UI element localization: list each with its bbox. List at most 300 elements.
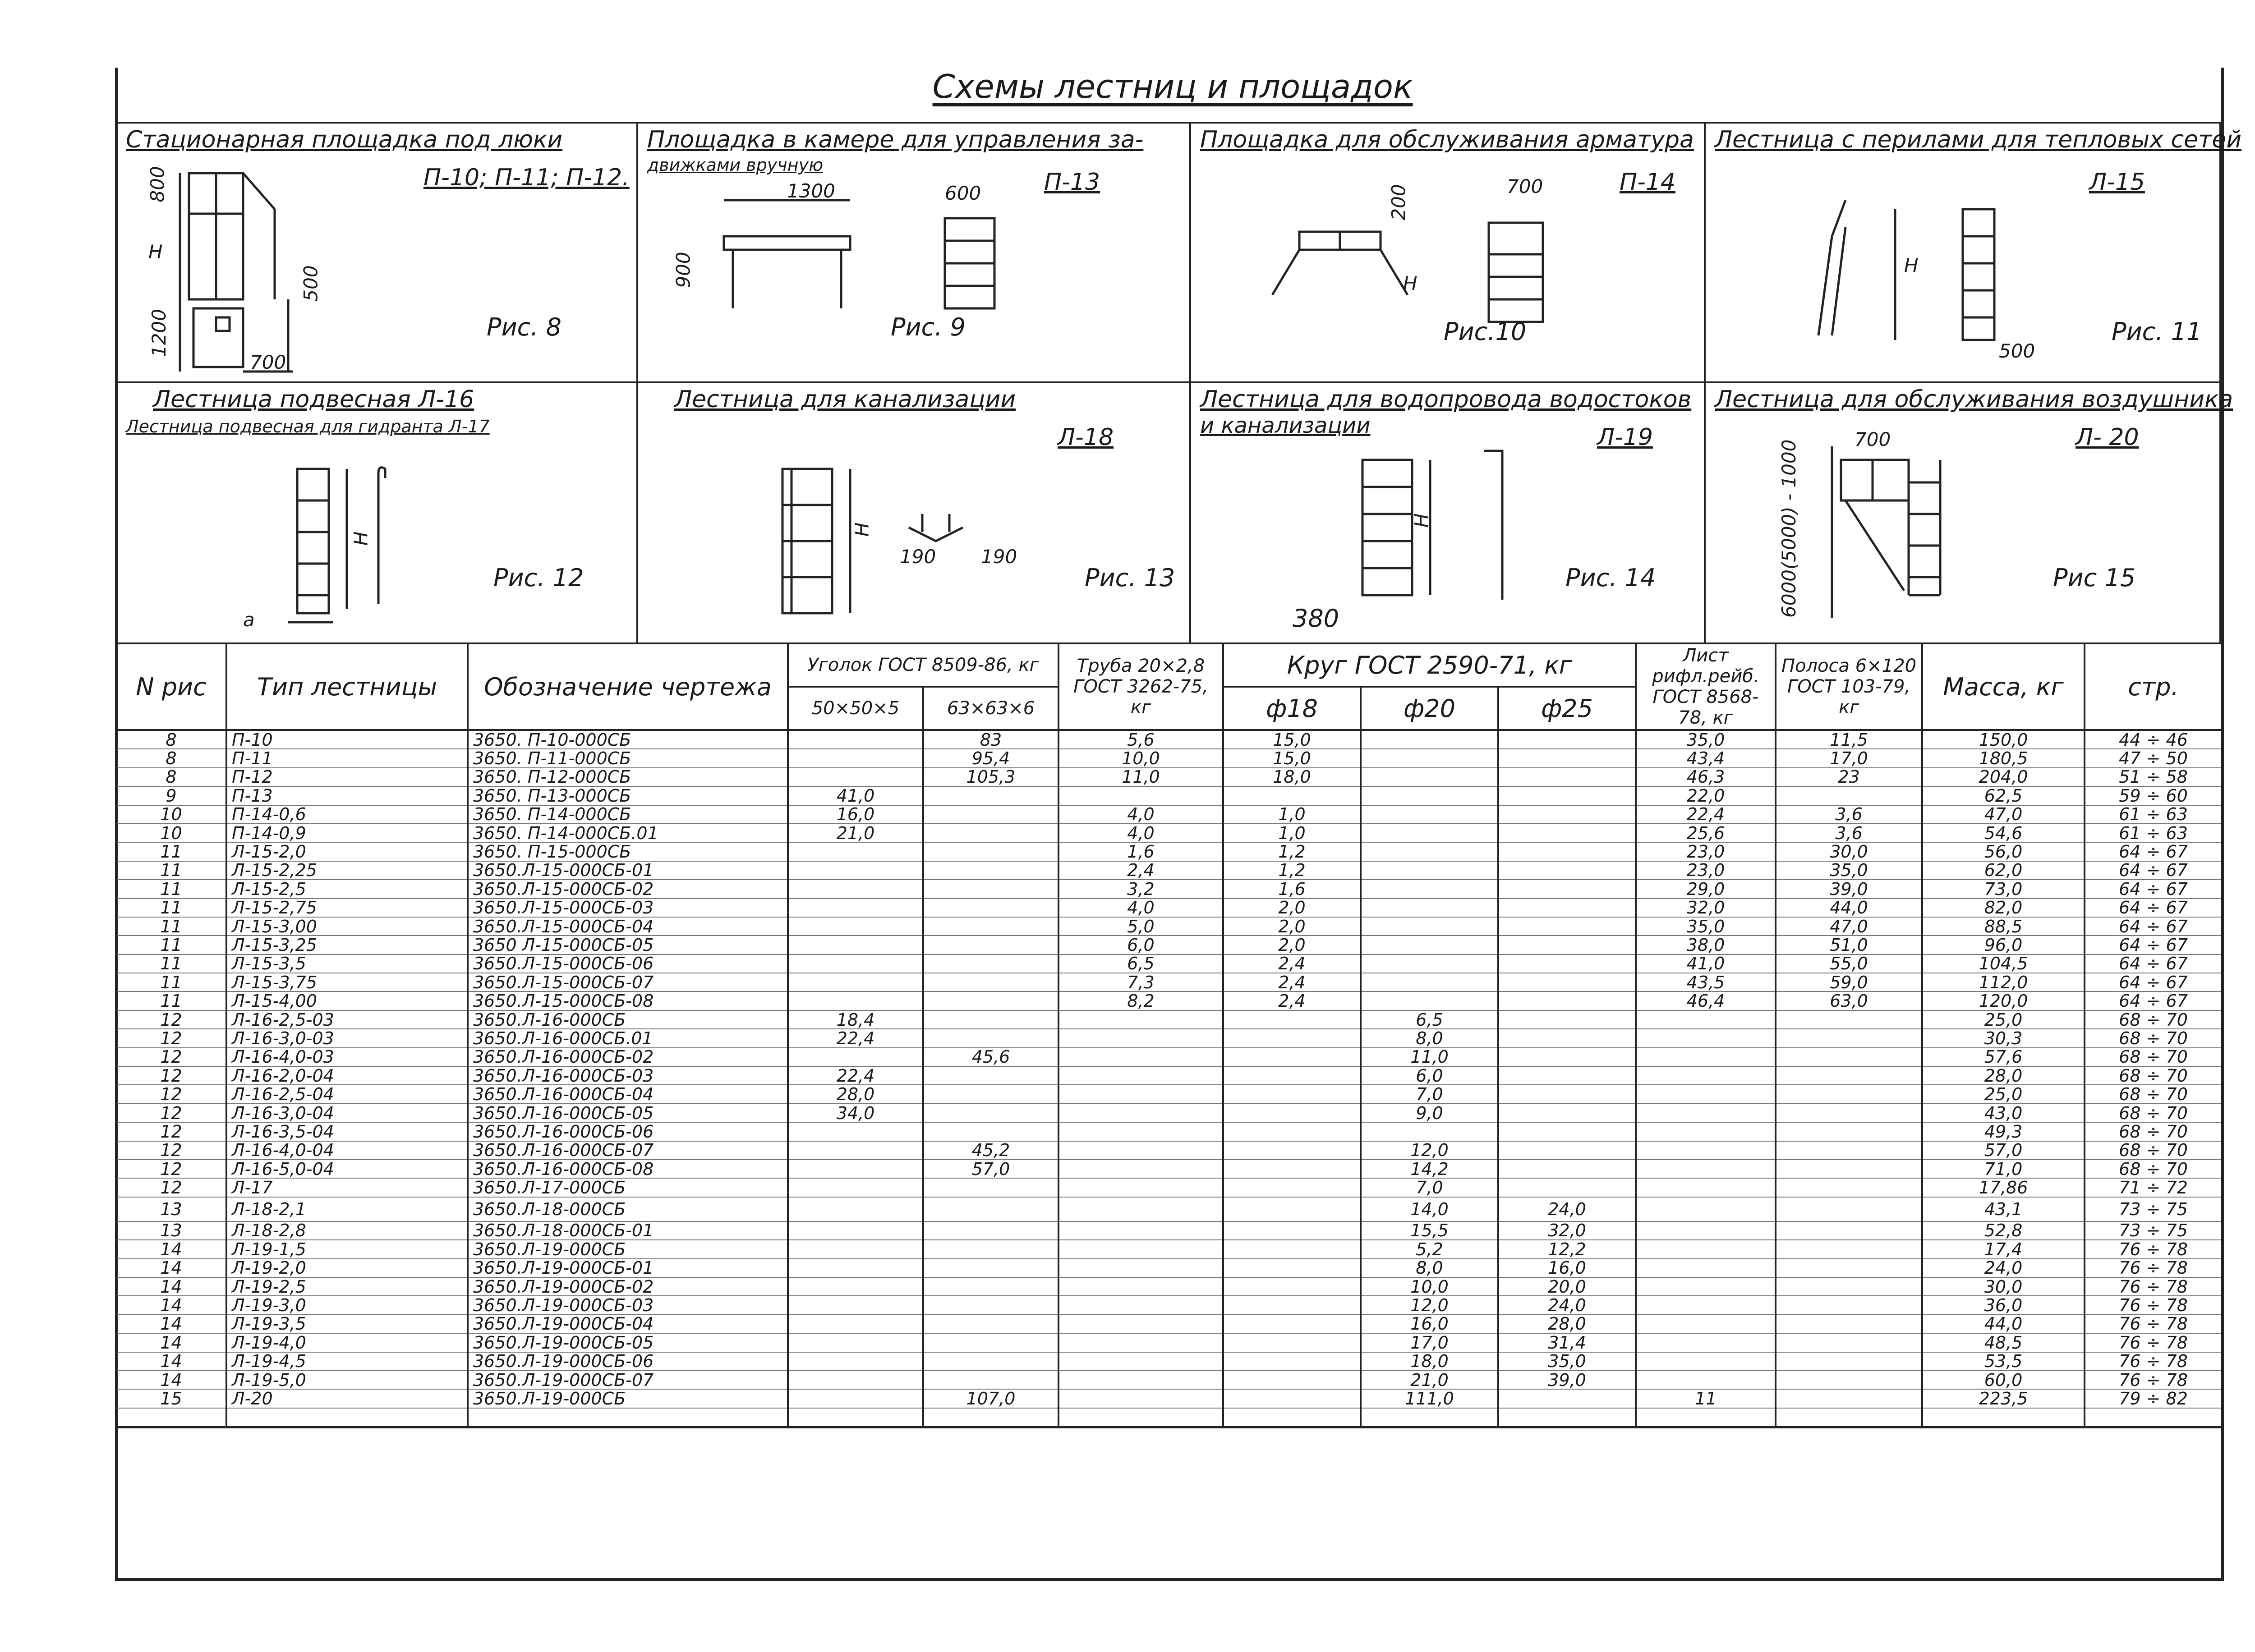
cell-pipe: [1058, 1010, 1223, 1029]
cell-pipe: 6,0: [1058, 936, 1223, 954]
cell-strip: [1776, 1010, 1922, 1029]
cell-pipe: [1058, 1259, 1223, 1277]
cell-drawing: 3650.Л-18-000СБ-01: [468, 1221, 788, 1240]
cell-d20: 18,0: [1361, 1352, 1498, 1371]
cell-angle-50: [788, 730, 923, 749]
cell-sheet: 23,0: [1636, 842, 1776, 861]
cell-pipe: [1058, 1333, 1223, 1352]
cell-type: Л-16-4,0-04: [226, 1141, 468, 1160]
cell-type: Л-16-5,0-04: [226, 1160, 468, 1178]
cell-num: 14: [116, 1240, 226, 1258]
cell-type: П-13: [226, 786, 468, 805]
table-row: [116, 1240, 2222, 1258]
cell-pipe: 5,6: [1058, 730, 1223, 749]
cell-angle-50: 41,0: [788, 786, 923, 805]
cell-type: Л-16-3,0-04: [226, 1104, 468, 1122]
cell-page: 68 ÷ 70: [2085, 1104, 2222, 1122]
cell-angle-63: [923, 1240, 1058, 1258]
cell-angle-63: [923, 786, 1058, 805]
cell-mass: 60,0: [1922, 1371, 2085, 1389]
cell-pipe: [1058, 1352, 1223, 1371]
header-sheet: Лист рифл.рейб. ГОСТ 8568-78, кг: [1636, 643, 1776, 730]
cell-d18: [1223, 1122, 1361, 1141]
cell-mass: 52,8: [1922, 1221, 2085, 1240]
cell-page: 64 ÷ 67: [2085, 899, 2222, 917]
table-row: [116, 842, 2222, 861]
cell-sheet: [1636, 1029, 1776, 1047]
cell-angle-63: 95,4: [923, 749, 1058, 767]
cell-angle-50: [788, 768, 923, 786]
cell-drawing: 3650.Л-15-000СБ-01: [468, 861, 788, 880]
cell-d25: 31,4: [1498, 1333, 1636, 1352]
cell-sheet: [1636, 1178, 1776, 1197]
cell-sheet: 29,0: [1636, 880, 1776, 898]
cell-drawing: 3650.Л-16-000СБ-06: [468, 1122, 788, 1141]
cell-d25: 28,0: [1498, 1315, 1636, 1333]
cell-angle-50: [788, 899, 923, 917]
cell-sheet: 22,0: [1636, 786, 1776, 805]
cell-d20: [1361, 1408, 1498, 1427]
cell-sheet: [1636, 1010, 1776, 1029]
cell-page: 64 ÷ 67: [2085, 917, 2222, 936]
cell-sheet: 43,4: [1636, 749, 1776, 767]
dim-label: H: [851, 522, 873, 537]
scheme-title: Стационарная площадка под люки: [126, 126, 563, 153]
cell-page: 76 ÷ 78: [2085, 1259, 2222, 1277]
header-num: N рис: [116, 643, 226, 730]
cell-type: Л-15-3,00: [226, 917, 468, 936]
cell-d20: 6,0: [1361, 1066, 1498, 1085]
cell-type: Л-16-2,5-03: [226, 1010, 468, 1029]
cell-d20: 9,0: [1361, 1104, 1498, 1122]
cell-d20: [1361, 730, 1498, 749]
cell-strip: [1776, 786, 1922, 805]
cell-d25: [1498, 1122, 1636, 1141]
cell-page: 59 ÷ 60: [2085, 786, 2222, 805]
cell-pipe: [1058, 1221, 1223, 1240]
header-angle-63: 63×63×6: [923, 687, 1058, 730]
cell-d20: [1361, 991, 1498, 1010]
figure-label: Рис. 12: [493, 564, 584, 592]
cell-mass: 57,6: [1922, 1048, 2085, 1066]
header-page: стр.: [2085, 643, 2222, 730]
cell-angle-50: [788, 1197, 923, 1221]
table-row: [116, 1010, 2222, 1029]
cell-angle-63: [923, 1277, 1058, 1296]
cell-mass: 17,4: [1922, 1240, 2085, 1258]
cell-page: 76 ÷ 78: [2085, 1352, 2222, 1371]
cell-pipe: [1058, 1085, 1223, 1103]
cell-d20: [1361, 899, 1498, 917]
scheme-subtitle: и канализации: [1200, 413, 1371, 438]
figure-label: Рис. 11: [2112, 317, 2202, 346]
cell-sheet: [1636, 1104, 1776, 1122]
platform-drawing: [1272, 191, 1588, 335]
cell-num: 11: [116, 954, 226, 973]
cell-page: 64 ÷ 67: [2085, 861, 2222, 880]
cell-angle-63: [923, 1085, 1058, 1103]
cell-pipe: 7,3: [1058, 973, 1223, 991]
cell-type: Л-19-5,0: [226, 1371, 468, 1389]
cell-angle-50: 21,0: [788, 824, 923, 842]
cell-num: 13: [116, 1221, 226, 1240]
cell-drawing: 3650.Л-19-000СБ-05: [468, 1333, 788, 1352]
cell-page: 71 ÷ 72: [2085, 1178, 2222, 1197]
scheme-code: Л-18: [1058, 424, 1114, 451]
cell-sheet: 32,0: [1636, 899, 1776, 917]
cell-mass: 57,0: [1922, 1141, 2085, 1160]
cell-drawing: 3650.Л-18-000СБ: [468, 1197, 788, 1221]
cell-pipe: 4,0: [1058, 805, 1223, 824]
cell-sheet: [1636, 1259, 1776, 1277]
cell-strip: 51,0: [1776, 936, 1922, 954]
cell-page: 64 ÷ 67: [2085, 991, 2222, 1010]
cell-d25: 24,0: [1498, 1296, 1636, 1314]
cell-d25: [1498, 1160, 1636, 1178]
cell-angle-50: [788, 1371, 923, 1389]
cell-pipe: 2,4: [1058, 861, 1223, 880]
cell-d25: [1498, 1178, 1636, 1197]
dim-label: 900: [672, 252, 695, 288]
cell-drawing: 3650.Л-16-000СБ: [468, 1010, 788, 1029]
cell-d25: [1498, 917, 1636, 936]
cell-mass: 28,0: [1922, 1066, 2085, 1085]
cell-type: П-11: [226, 749, 468, 767]
cell-angle-63: [923, 805, 1058, 824]
cell-num: 11: [116, 973, 226, 991]
cell-strip: [1776, 1333, 1922, 1352]
cell-d25: 12,2: [1498, 1240, 1636, 1258]
cell-sheet: [1636, 1315, 1776, 1333]
cell-angle-63: [923, 1315, 1058, 1333]
cell-drawing: 3650.Л-16-000СБ-04: [468, 1085, 788, 1103]
cell-type: Л-16-3,0-03: [226, 1029, 468, 1047]
scheme-title: Площадка для обслуживания арматура: [1200, 126, 1694, 153]
cell-mass: 43,1: [1922, 1197, 2085, 1221]
cell-d18: 2,4: [1223, 954, 1361, 973]
cell-d25: 24,0: [1498, 1197, 1636, 1221]
figure-label: Рис. 9: [891, 313, 966, 341]
cell-sheet: [1636, 1333, 1776, 1352]
scheme-subtitle: Лестница подвесная для гидранта Л-17: [126, 417, 490, 436]
cell-strip: [1776, 1160, 1922, 1178]
cell-num: 11: [116, 842, 226, 861]
cell-d25: [1498, 880, 1636, 898]
cell-pipe: [1058, 1197, 1223, 1221]
cell-page: 68 ÷ 70: [2085, 1122, 2222, 1141]
platform-drawing: [171, 164, 351, 381]
cell-page: 76 ÷ 78: [2085, 1333, 2222, 1352]
cell-type: Л-19-3,5: [226, 1315, 468, 1333]
cell-strip: 3,6: [1776, 824, 1922, 842]
cell-angle-50: [788, 973, 923, 991]
cell-sheet: 23,0: [1636, 861, 1776, 880]
cell-d25: [1498, 842, 1636, 861]
cell-sheet: [1636, 1085, 1776, 1103]
scheme-code: П-13: [1044, 169, 1100, 196]
dim-label: 800: [146, 166, 169, 202]
cell-angle-63: [923, 880, 1058, 898]
cell-page: 68 ÷ 70: [2085, 1160, 2222, 1178]
table-row: [116, 1221, 2222, 1240]
cell-d20: [1361, 880, 1498, 898]
cell-d20: [1361, 1122, 1498, 1141]
cell-mass: 180,5: [1922, 749, 2085, 767]
dim-label: H: [1403, 272, 1417, 294]
cell-type: Л-19-3,0: [226, 1296, 468, 1314]
cell-d18: [1223, 1085, 1361, 1103]
cell-type: Л-18-2,1: [226, 1197, 468, 1221]
cell-angle-50: [788, 1408, 923, 1427]
cell-pipe: 3,2: [1058, 880, 1223, 898]
cell-angle-50: [788, 861, 923, 880]
table-row: [116, 1141, 2222, 1160]
cell-d18: [1223, 1197, 1361, 1221]
cell-pipe: [1058, 1371, 1223, 1389]
cell-strip: 11,5: [1776, 730, 1922, 749]
cell-angle-50: [788, 880, 923, 898]
cell-drawing: 3650.Л-15-000СБ-04: [468, 917, 788, 936]
cell-pipe: [1058, 1408, 1223, 1427]
cell-mass: 62,0: [1922, 861, 2085, 880]
cell-d25: [1498, 768, 1636, 786]
cell-sheet: 25,6: [1636, 824, 1776, 842]
cell-strip: 3,6: [1776, 805, 1922, 824]
table-row: [116, 805, 2222, 824]
cell-strip: 63,0: [1776, 991, 1922, 1010]
cell-drawing: 3650.Л-16-000СБ-08: [468, 1160, 788, 1178]
cell-angle-63: 57,0: [923, 1160, 1058, 1178]
cell-sheet: 46,4: [1636, 991, 1776, 1010]
cell-num: 14: [116, 1296, 226, 1314]
cell-mass: 30,3: [1922, 1029, 2085, 1047]
cell-d25: 35,0: [1498, 1352, 1636, 1371]
cell-d20: 6,5: [1361, 1010, 1498, 1029]
cell-mass: 49,3: [1922, 1122, 2085, 1141]
cell-type: Л-16-4,0-03: [226, 1048, 468, 1066]
cell-mass: [1922, 1408, 2085, 1427]
cell-mass: 62,5: [1922, 786, 2085, 805]
cell-type: Л-15-2,5: [226, 880, 468, 898]
cell-type: Л-19-2,5: [226, 1277, 468, 1296]
table-row: [116, 991, 2222, 1010]
cell-strip: [1776, 1221, 1922, 1240]
cell-angle-50: [788, 954, 923, 973]
cell-angle-50: [788, 749, 923, 767]
scheme-code: Л- 20: [2076, 424, 2139, 451]
dim-label: 190: [981, 546, 1017, 568]
cell-d20: 11,0: [1361, 1048, 1498, 1066]
table-row: [116, 1197, 2222, 1221]
cell-strip: [1776, 1408, 1922, 1427]
cell-pipe: 11,0: [1058, 768, 1223, 786]
scheme-title: Лестница для канализации: [674, 386, 1016, 413]
cell-type: Л-19-1,5: [226, 1240, 468, 1258]
table-row: [116, 768, 2222, 786]
cell-sheet: [1636, 1048, 1776, 1066]
cell-page: 76 ÷ 78: [2085, 1240, 2222, 1258]
cell-type: Л-15-2,0: [226, 842, 468, 861]
cell-drawing: 3650. П-12-000СБ: [468, 768, 788, 786]
cell-strip: 59,0: [1776, 973, 1922, 991]
cell-d18: 2,4: [1223, 973, 1361, 991]
cell-type: П-14-0,6: [226, 805, 468, 824]
cell-drawing: [468, 1408, 788, 1427]
table-row: [116, 861, 2222, 880]
cell-d25: [1498, 805, 1636, 824]
cell-sheet: 35,0: [1636, 917, 1776, 936]
cell-type: Л-15-4,00: [226, 991, 468, 1010]
cell-d18: 2,0: [1223, 899, 1361, 917]
cell-drawing: 3650.Л-15-000СБ-03: [468, 899, 788, 917]
cell-d25: 20,0: [1498, 1277, 1636, 1296]
cell-strip: 47,0: [1776, 917, 1922, 936]
cell-d25: [1498, 973, 1636, 991]
cell-page: 76 ÷ 78: [2085, 1296, 2222, 1314]
cell-page: 64 ÷ 67: [2085, 842, 2222, 861]
cell-mass: 56,0: [1922, 842, 2085, 861]
cell-strip: [1776, 1371, 1922, 1389]
cell-num: 12: [116, 1048, 226, 1066]
cell-angle-63: [923, 1197, 1058, 1221]
cell-mass: 53,5: [1922, 1352, 2085, 1371]
cell-pipe: [1058, 786, 1223, 805]
dim-label: 200: [1387, 184, 1410, 220]
cell-d20: 12,0: [1361, 1141, 1498, 1160]
cell-d20: [1361, 973, 1498, 991]
figure-label: Рис 15: [2053, 564, 2136, 592]
cell-mass: 47,0: [1922, 805, 2085, 824]
table-row: [116, 1048, 2222, 1066]
cell-drawing: 3650.Л-15-000СБ-02: [468, 880, 788, 898]
cell-d18: [1223, 1408, 1361, 1427]
cell-num: 14: [116, 1259, 226, 1277]
cell-drawing: 3650. П-14-000СБ: [468, 805, 788, 824]
table-header-row: [116, 643, 2222, 687]
cell-num: 11: [116, 861, 226, 880]
cell-num: 10: [116, 824, 226, 842]
header-strip: Полоса 6×120 ГОСТ 103-79, кг: [1776, 643, 1922, 730]
cell-d25: 32,0: [1498, 1221, 1636, 1240]
cell-type: Л-15-2,75: [226, 899, 468, 917]
cell-num: 12: [116, 1066, 226, 1085]
figure-label: Рис. 14: [1565, 564, 1656, 592]
cell-d25: [1498, 936, 1636, 954]
cell-mass: 30,0: [1922, 1277, 2085, 1296]
cell-d25: 39,0: [1498, 1371, 1636, 1389]
cell-mass: 17,86: [1922, 1178, 2085, 1197]
cell-mass: 44,0: [1922, 1315, 2085, 1333]
cell-drawing: 3650.Л-15-000СБ-08: [468, 991, 788, 1010]
table-row: [116, 1333, 2222, 1352]
cell-type: Л-19-2,0: [226, 1259, 468, 1277]
cell-d25: [1498, 1389, 1636, 1408]
cell-angle-50: [788, 991, 923, 1010]
scheme-panel-4: [1704, 122, 2242, 383]
cell-sheet: 46,3: [1636, 768, 1776, 786]
cell-d25: [1498, 749, 1636, 767]
cell-drawing: 3650.Л-19-000СБ-03: [468, 1296, 788, 1314]
cell-drawing: 3650.Л-19-000СБ-01: [468, 1259, 788, 1277]
cell-d18: [1223, 1371, 1361, 1389]
cell-drawing: 3650.Л-16-000СБ-05: [468, 1104, 788, 1122]
cell-d25: [1498, 991, 1636, 1010]
cell-angle-50: [788, 842, 923, 861]
cell-page: 68 ÷ 70: [2085, 1141, 2222, 1160]
cell-num: [116, 1408, 226, 1427]
cell-d20: [1361, 786, 1498, 805]
cell-pipe: 10,0: [1058, 749, 1223, 767]
table-row: [116, 899, 2222, 917]
cell-drawing: 3650.Л-19-000СБ: [468, 1240, 788, 1258]
cell-sheet: [1636, 1221, 1776, 1240]
table-row: [116, 1408, 2222, 1427]
table-row: [116, 824, 2222, 842]
cell-sheet: [1636, 1277, 1776, 1296]
scheme-panel-2: [636, 122, 1191, 383]
cell-angle-63: [923, 1010, 1058, 1029]
cell-page: 44 ÷ 46: [2085, 730, 2222, 749]
cell-d18: 18,0: [1223, 768, 1361, 786]
header-d18: ф18: [1223, 687, 1361, 730]
cell-num: 14: [116, 1315, 226, 1333]
cell-pipe: 1,6: [1058, 842, 1223, 861]
cell-d20: 7,0: [1361, 1178, 1498, 1197]
dim-label: 6000(5000) - 1000: [1778, 439, 1800, 618]
table-row: [116, 1066, 2222, 1085]
cell-pipe: 4,0: [1058, 899, 1223, 917]
cell-type: Л-16-3,5-04: [226, 1122, 468, 1141]
cell-num: 11: [116, 899, 226, 917]
ladder-drawing: [773, 460, 1089, 622]
cell-d25: [1498, 861, 1636, 880]
cell-d20: [1361, 861, 1498, 880]
cell-page: 64 ÷ 67: [2085, 954, 2222, 973]
cell-num: 8: [116, 730, 226, 749]
header-angle: Уголок ГОСТ 8509-86, кг: [788, 643, 1058, 687]
cell-angle-63: [923, 1221, 1058, 1240]
table-row: [116, 1259, 2222, 1277]
figure-label: Рис. 13: [1085, 564, 1175, 592]
cell-sheet: [1636, 1122, 1776, 1141]
cell-mass: 223,5: [1922, 1389, 2085, 1408]
cell-page: 76 ÷ 78: [2085, 1315, 2222, 1333]
cell-strip: [1776, 1352, 1922, 1371]
cell-page: 61 ÷ 63: [2085, 824, 2222, 842]
cell-num: 10: [116, 805, 226, 824]
cell-type: Л-15-3,75: [226, 973, 468, 991]
cell-angle-63: [923, 1296, 1058, 1314]
cell-angle-63: [923, 861, 1058, 880]
cell-strip: [1776, 1029, 1922, 1047]
cell-mass: 25,0: [1922, 1085, 2085, 1103]
cell-strip: [1776, 1277, 1922, 1296]
cell-angle-63: [923, 1122, 1058, 1141]
dim-label: H: [148, 241, 163, 263]
cell-drawing: 3650.Л-16-000СБ-07: [468, 1141, 788, 1160]
cell-d20: [1361, 749, 1498, 767]
cell-angle-63: [923, 991, 1058, 1010]
cell-angle-50: 18,4: [788, 1010, 923, 1029]
cell-angle-50: [788, 1333, 923, 1352]
cell-d20: 12,0: [1361, 1296, 1498, 1314]
cell-d20: 7,0: [1361, 1085, 1498, 1103]
cell-drawing: 3650.Л-17-000СБ: [468, 1178, 788, 1197]
cell-strip: [1776, 1296, 1922, 1314]
cell-mass: 120,0: [1922, 991, 2085, 1010]
cell-drawing: 3650.Л-16-000СБ.01: [468, 1029, 788, 1047]
cell-sheet: [1636, 1240, 1776, 1258]
